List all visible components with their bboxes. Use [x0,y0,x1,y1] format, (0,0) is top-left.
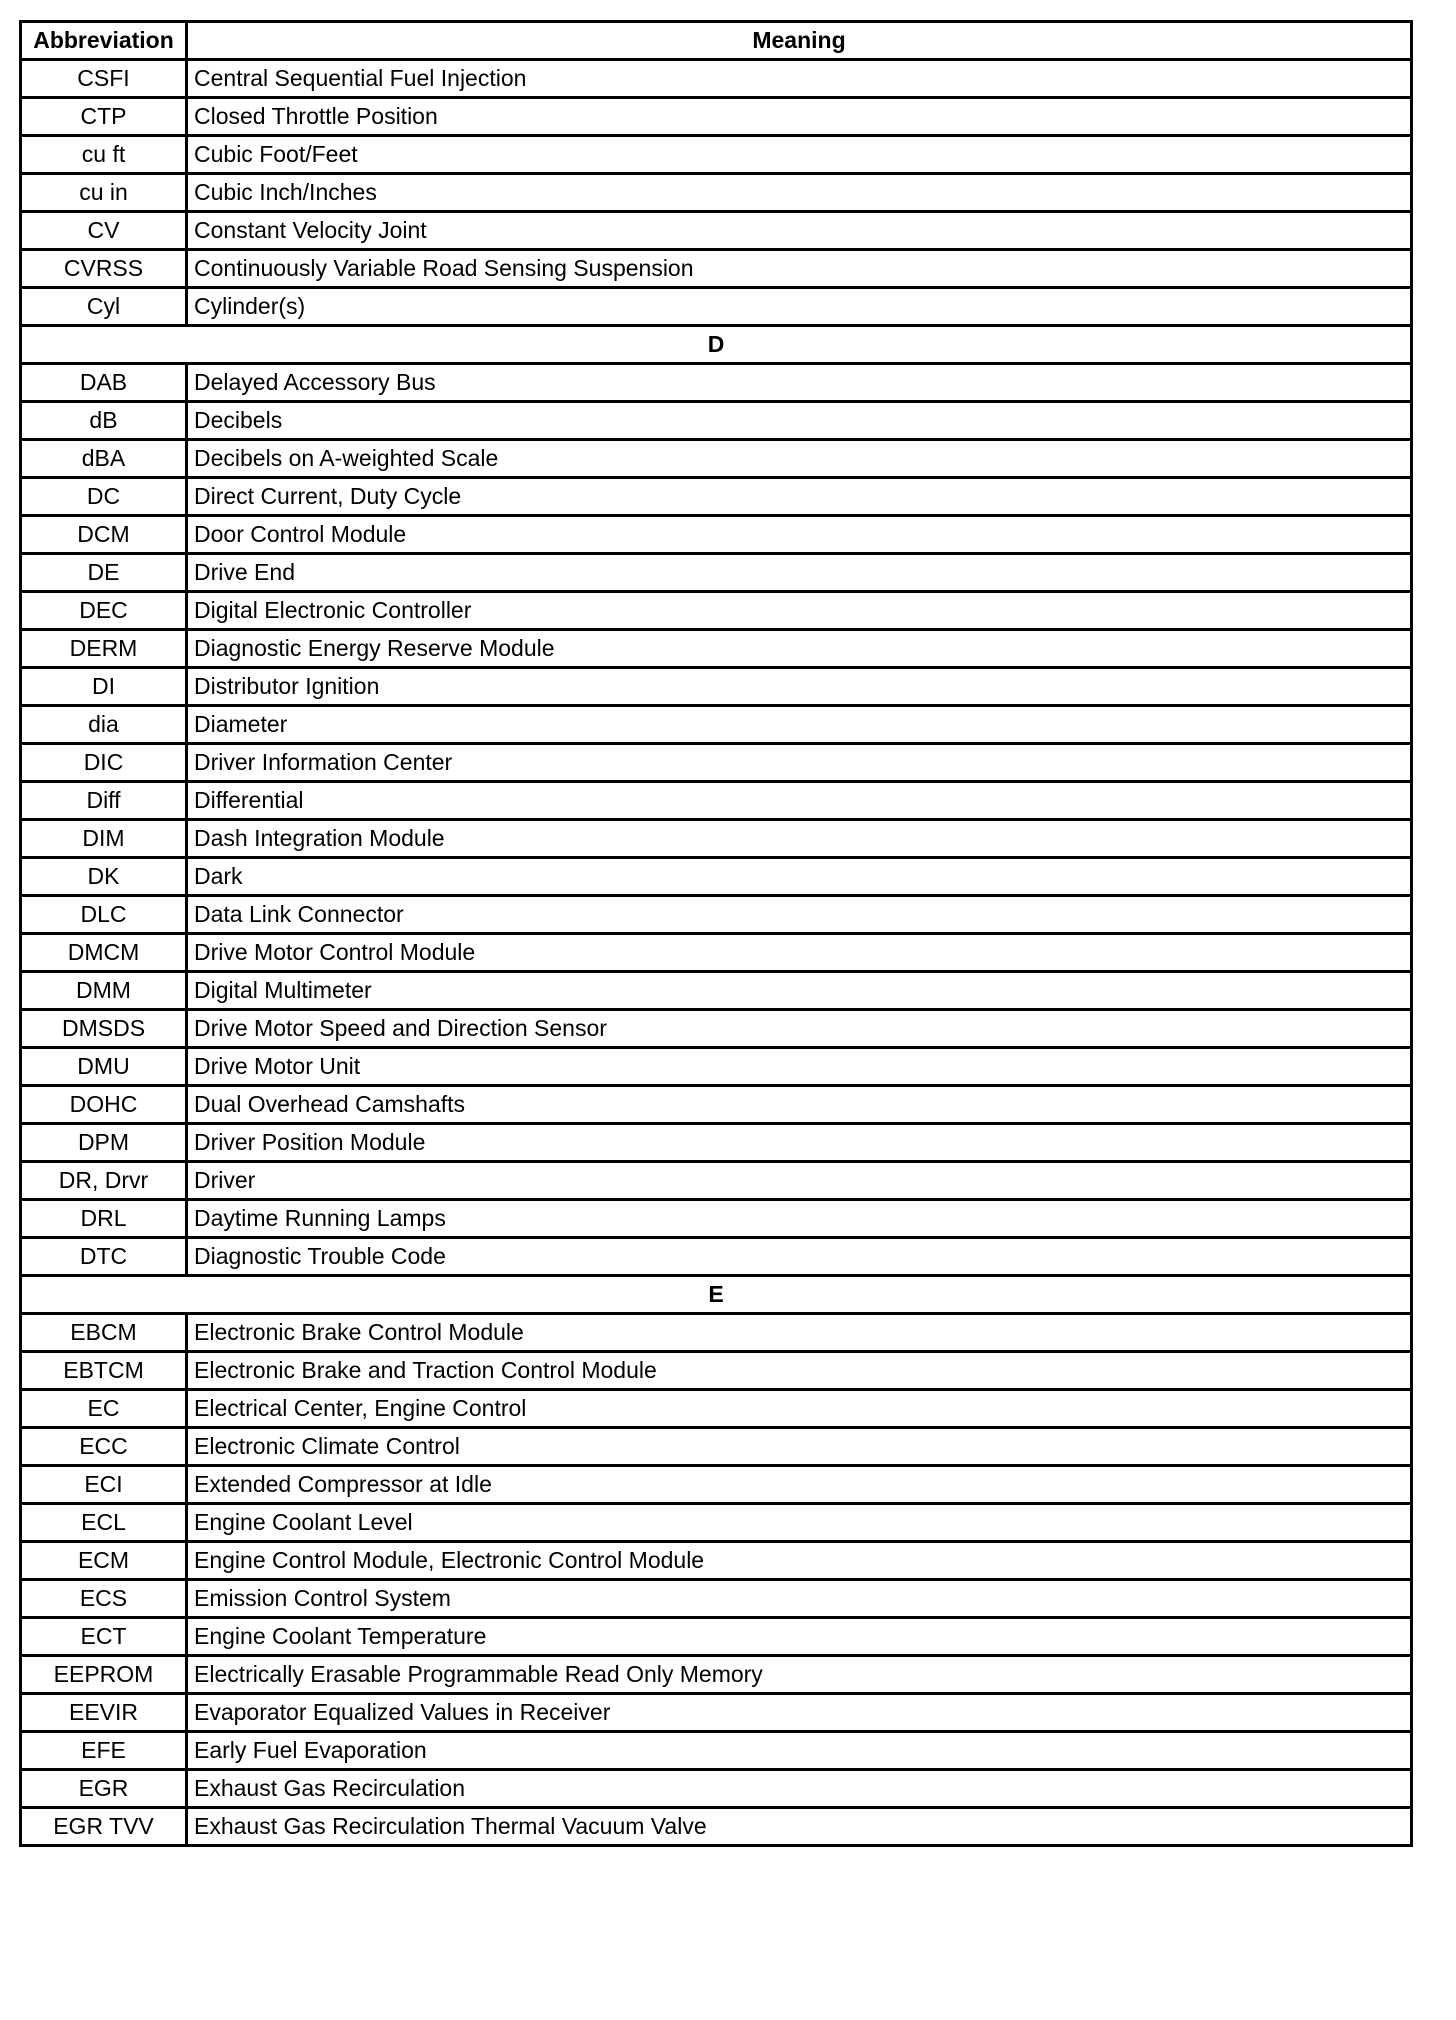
meaning-cell: Distributor Ignition [187,668,1412,706]
table-row [21,1314,1412,1352]
abbreviation-cell: DE [21,554,187,592]
meaning-cell: Electrically Erasable Programmable Read Only Memory [187,1656,1412,1694]
meaning-cell: Digital Multimeter [187,972,1412,1010]
table-row [21,478,1412,516]
table-row [21,1770,1412,1808]
table-row [21,136,1412,174]
table-row [21,1542,1412,1580]
abbreviation-cell: dBA [21,440,187,478]
meaning-cell: Differential [187,782,1412,820]
abbreviation-cell: CV [21,212,187,250]
table-row [21,630,1412,668]
abbreviation-cell: DMM [21,972,187,1010]
meaning-cell: Electrical Center, Engine Control [187,1390,1412,1428]
abbreviation-cell: DEC [21,592,187,630]
table-row [21,1124,1412,1162]
meaning-cell: Decibels [187,402,1412,440]
abbreviation-cell: EGR [21,1770,187,1808]
meaning-cell: Engine Coolant Level [187,1504,1412,1542]
abbreviation-cell: EEPROM [21,1656,187,1694]
abbreviation-cell: DPM [21,1124,187,1162]
table-row [21,896,1412,934]
abbreviation-cell: ECC [21,1428,187,1466]
table-row [21,782,1412,820]
abbreviation-cell: CSFI [21,60,187,98]
table-row [21,1618,1412,1656]
abbreviation-cell: EC [21,1390,187,1428]
meaning-cell: Diagnostic Energy Reserve Module [187,630,1412,668]
abbreviation-cell: DR, Drvr [21,1162,187,1200]
table-row [21,1086,1412,1124]
meaning-cell: Engine Coolant Temperature [187,1618,1412,1656]
table-row [21,1504,1412,1542]
meaning-cell: Decibels on A-weighted Scale [187,440,1412,478]
table-row [21,1808,1412,1846]
table-row [21,1200,1412,1238]
meaning-cell: Dark [187,858,1412,896]
abbreviation-cell: Cyl [21,288,187,326]
meaning-cell: Dual Overhead Camshafts [187,1086,1412,1124]
abbreviation-cell: ECL [21,1504,187,1542]
abbreviation-cell: EBTCM [21,1352,187,1390]
meaning-cell: Exhaust Gas Recirculation Thermal Vacuum Valve [187,1808,1412,1846]
meaning-cell: Exhaust Gas Recirculation [187,1770,1412,1808]
meaning-cell: Digital Electronic Controller [187,592,1412,630]
table-row [21,972,1412,1010]
meaning-cell: Door Control Module [187,516,1412,554]
table-row [21,440,1412,478]
abbreviation-cell: DLC [21,896,187,934]
table-row [21,592,1412,630]
meaning-cell: Driver Information Center [187,744,1412,782]
section-letter: D [21,326,1412,364]
meaning-column-header: Meaning [187,22,1412,60]
abbreviation-cell: ECI [21,1466,187,1504]
abbreviation-cell: DOHC [21,1086,187,1124]
table-row [21,1238,1412,1276]
section-letter: E [21,1276,1412,1314]
section-row [21,326,1412,364]
abbreviation-cell: CTP [21,98,187,136]
table-row [21,1048,1412,1086]
abbreviation-cell: cu ft [21,136,187,174]
abbreviation-cell: DCM [21,516,187,554]
meaning-cell: Electronic Climate Control [187,1428,1412,1466]
table-row [21,1352,1412,1390]
meaning-cell: Drive Motor Speed and Direction Sensor [187,1010,1412,1048]
table-row [21,1656,1412,1694]
abbreviation-table [19,20,1413,1847]
meaning-cell: Driver [187,1162,1412,1200]
meaning-cell: Dash Integration Module [187,820,1412,858]
meaning-cell: Constant Velocity Joint [187,212,1412,250]
table-row [21,98,1412,136]
meaning-cell: Extended Compressor at Idle [187,1466,1412,1504]
table-row [21,1466,1412,1504]
abbreviation-cell: DAB [21,364,187,402]
meaning-cell: Continuously Variable Road Sensing Suspension [187,250,1412,288]
abbreviation-column-header: Abbreviation [21,22,187,60]
table-row [21,744,1412,782]
table-row [21,364,1412,402]
abbreviation-cell: EFE [21,1732,187,1770]
table-row [21,60,1412,98]
abbreviation-cell: DRL [21,1200,187,1238]
table-row [21,1010,1412,1048]
abbreviation-cell: EBCM [21,1314,187,1352]
abbreviation-cell: DK [21,858,187,896]
abbreviation-cell: ECS [21,1580,187,1618]
meaning-cell: Electronic Brake and Traction Control Module [187,1352,1412,1390]
meaning-cell: Daytime Running Lamps [187,1200,1412,1238]
abbreviation-cell: DC [21,478,187,516]
abbreviation-cell: cu in [21,174,187,212]
table-row [21,1694,1412,1732]
table-row [21,820,1412,858]
abbreviation-cell: Diff [21,782,187,820]
abbreviation-cell: DERM [21,630,187,668]
meaning-cell: Evaporator Equalized Values in Receiver [187,1694,1412,1732]
table-row [21,1428,1412,1466]
table-row [21,554,1412,592]
abbreviation-cell: DI [21,668,187,706]
meaning-cell: Drive Motor Unit [187,1048,1412,1086]
table-row [21,1162,1412,1200]
abbreviation-cell: DMCM [21,934,187,972]
table-row [21,288,1412,326]
table-row [21,1732,1412,1770]
abbreviation-cell: dB [21,402,187,440]
meaning-cell: Cubic Inch/Inches [187,174,1412,212]
meaning-cell: Cubic Foot/Feet [187,136,1412,174]
table-row [21,212,1412,250]
meaning-cell: Data Link Connector [187,896,1412,934]
meaning-cell: Closed Throttle Position [187,98,1412,136]
header-row [21,22,1412,60]
table-row [21,402,1412,440]
abbreviation-cell: ECT [21,1618,187,1656]
abbreviation-cell: DMU [21,1048,187,1086]
table-body [21,60,1412,1846]
meaning-cell: Early Fuel Evaporation [187,1732,1412,1770]
section-row [21,1276,1412,1314]
table-row [21,516,1412,554]
abbreviation-cell: ECM [21,1542,187,1580]
table-row [21,858,1412,896]
abbreviation-cell: CVRSS [21,250,187,288]
abbreviation-cell: DTC [21,1238,187,1276]
meaning-cell: Emission Control System [187,1580,1412,1618]
meaning-cell: Cylinder(s) [187,288,1412,326]
meaning-cell: Electronic Brake Control Module [187,1314,1412,1352]
meaning-cell: Engine Control Module, Electronic Control Module [187,1542,1412,1580]
table-header [21,22,1412,60]
abbreviation-cell: EGR TVV [21,1808,187,1846]
abbreviation-cell: DMSDS [21,1010,187,1048]
meaning-cell: Driver Position Module [187,1124,1412,1162]
meaning-cell: Diagnostic Trouble Code [187,1238,1412,1276]
abbreviation-cell: dia [21,706,187,744]
meaning-cell: Drive Motor Control Module [187,934,1412,972]
abbreviation-cell: DIC [21,744,187,782]
table-row [21,1390,1412,1428]
meaning-cell: Diameter [187,706,1412,744]
abbreviation-cell: DIM [21,820,187,858]
table-row [21,934,1412,972]
meaning-cell: Central Sequential Fuel Injection [187,60,1412,98]
table-row [21,706,1412,744]
meaning-cell: Direct Current, Duty Cycle [187,478,1412,516]
meaning-cell: Delayed Accessory Bus [187,364,1412,402]
table-row [21,1580,1412,1618]
meaning-cell: Drive End [187,554,1412,592]
abbreviation-cell: EEVIR [21,1694,187,1732]
table-row [21,250,1412,288]
table-row [21,668,1412,706]
table-row [21,174,1412,212]
